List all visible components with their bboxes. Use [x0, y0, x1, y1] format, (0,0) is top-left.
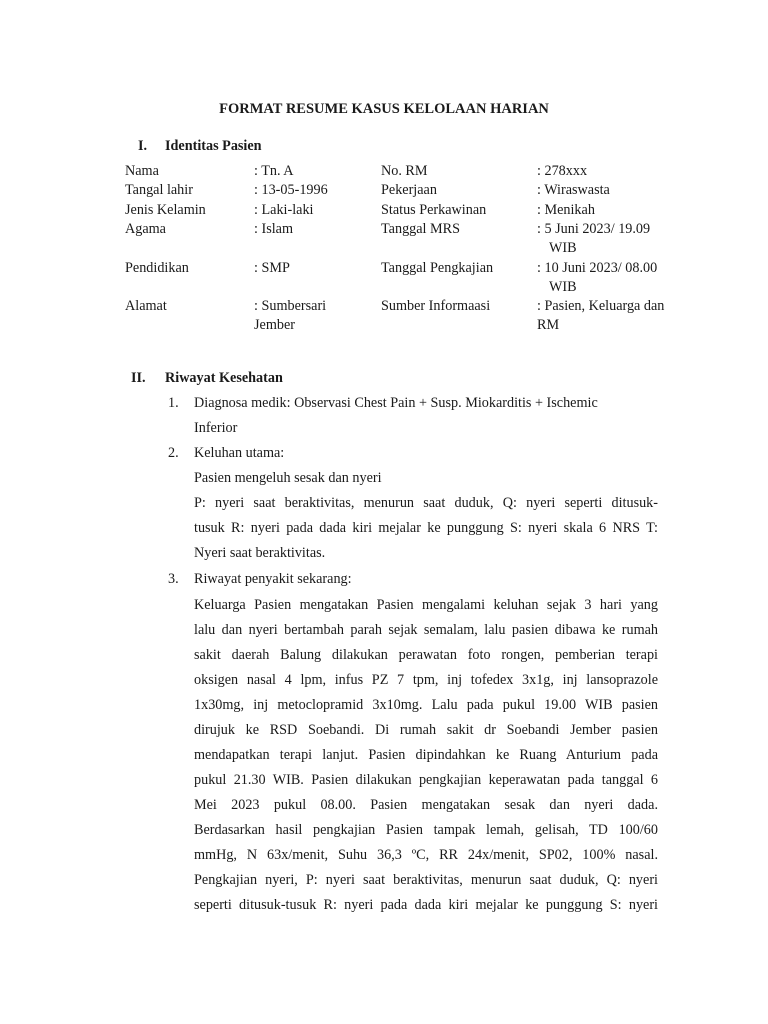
- identity-label: Sumber Informaasi: [381, 298, 491, 314]
- paragraph-line: Mei 2023 pukul 08.00. Pasien mengatakan sesak dan nyeri dada.: [194, 797, 658, 813]
- identity-label: Tanggal MRS: [381, 221, 461, 237]
- identity-value: : 5 Juni 2023/ 19.09: [537, 221, 651, 237]
- paragraph-line: oksigen nasal 4 lpm, infus PZ 7 tpm, inj tofedex 3x1g, inj lansoprazole: [194, 672, 658, 688]
- identity-value-continued: Jember: [254, 317, 295, 333]
- identity-label: Jenis Kelamin: [125, 202, 206, 218]
- list-item-text: Keluhan utama:: [194, 445, 285, 461]
- identity-value: : Islam: [254, 221, 294, 237]
- section-2-number: II.: [131, 370, 146, 386]
- list-item-text: P: nyeri saat beraktivitas, menurun saat duduk, Q: nyeri seperti ditusuk-: [194, 495, 658, 511]
- paragraph-line: dirujuk ke RSD Soebandi. Di rumah sakit dr Soebandi Jember pasien: [194, 722, 658, 738]
- section-1-heading: Identitas Pasien: [165, 138, 262, 154]
- list-item-text: Nyeri saat beraktivitas.: [194, 545, 326, 561]
- paragraph-line: 1x30mg, inj metoclopramid 3x10mg. Lalu pada pukul 19.00 WIB pasien: [194, 697, 658, 713]
- list-item-text: tusuk R: nyeri pada dada kiri mejalar ke punggung S: nyeri skala 6 NRS T:: [194, 520, 658, 536]
- identity-label: Pendidikan: [125, 260, 189, 276]
- identity-label: Alamat: [125, 298, 167, 314]
- identity-value-continued: WIB: [549, 240, 577, 256]
- identity-value: : SMP: [254, 260, 290, 276]
- identity-label: Nama: [125, 163, 159, 179]
- identity-value: : Menikah: [537, 202, 595, 218]
- identity-value: : 13-05-1996: [254, 182, 328, 198]
- list-item-text: Inferior: [194, 420, 238, 436]
- paragraph-line: mmHg, N 63x/menit, Suhu 36,3 ºC, RR 24x/menit, SP02, 100% nasal.: [194, 847, 658, 863]
- identity-value-continued: RM: [537, 317, 560, 333]
- paragraph-line: Pengkajian nyeri, P: nyeri saat beraktivitas, menurun saat duduk, Q: nyeri: [194, 872, 658, 888]
- identity-label: Tangal lahir: [125, 182, 193, 198]
- paragraph-line: Keluarga Pasien mengatakan Pasien mengalami keluhan sejak 3 hari yang: [194, 597, 658, 613]
- identity-label: Pekerjaan: [381, 182, 437, 198]
- identity-value: : Pasien, Keluarga dan: [537, 298, 665, 314]
- identity-value-continued: WIB: [549, 279, 577, 295]
- identity-value: : 10 Juni 2023/ 08.00: [537, 260, 658, 276]
- identity-value: : 278xxx: [537, 163, 588, 179]
- list-item-text: Diagnosa medik: Observasi Chest Pain + Susp. Miokarditis + Ischemic: [194, 395, 598, 411]
- identity-label: No. RM: [381, 163, 428, 179]
- paragraph-line: sakit daerah Balung dilakukan perawatan foto rongen, pemberian terapi: [194, 647, 658, 663]
- paragraph-line: Berdasarkan hasil pengkajian Pasien tampak lemah, gelisah, TD 100/60: [194, 822, 658, 838]
- paragraph-line: mendapatkan terapi lanjut. Pasien dipindahkan ke Ruang Anturium pada: [194, 747, 658, 763]
- list-item-number: 1.: [168, 395, 179, 411]
- section-2-heading: Riwayat Kesehatan: [165, 370, 283, 386]
- list-item-text: Pasien mengeluh sesak dan nyeri: [194, 470, 382, 486]
- list-item-number: 3.: [168, 571, 179, 587]
- paragraph-line: seperti ditusuk-tusuk R: nyeri pada dada kiri mejalar ke punggung S: nyeri: [194, 897, 658, 913]
- list-item-number: 2.: [168, 445, 179, 461]
- identity-label: Agama: [125, 221, 166, 237]
- paragraph-line: lalu dan nyeri bertambah parah sejak semalam, lalu pasien dibawa ke rumah: [194, 622, 658, 638]
- identity-value: : Sumbersari: [254, 298, 327, 314]
- list-item-text: Riwayat penyakit sekarang:: [194, 571, 352, 587]
- identity-value: : Tn. A: [254, 163, 294, 179]
- identity-label: Status Perkawinan: [381, 202, 487, 218]
- identity-label: Tanggal Pengkajian: [381, 260, 494, 276]
- identity-value: : Laki-laki: [254, 202, 314, 218]
- document-title: FORMAT RESUME KASUS KELOLAAN HARIAN: [219, 101, 549, 117]
- section-1-number: I.: [138, 138, 148, 154]
- identity-value: : Wiraswasta: [537, 182, 610, 198]
- paragraph-line: pukul 21.30 WIB. Pasien dilakukan pengkajian keperawatan pada tanggal 6: [194, 772, 658, 788]
